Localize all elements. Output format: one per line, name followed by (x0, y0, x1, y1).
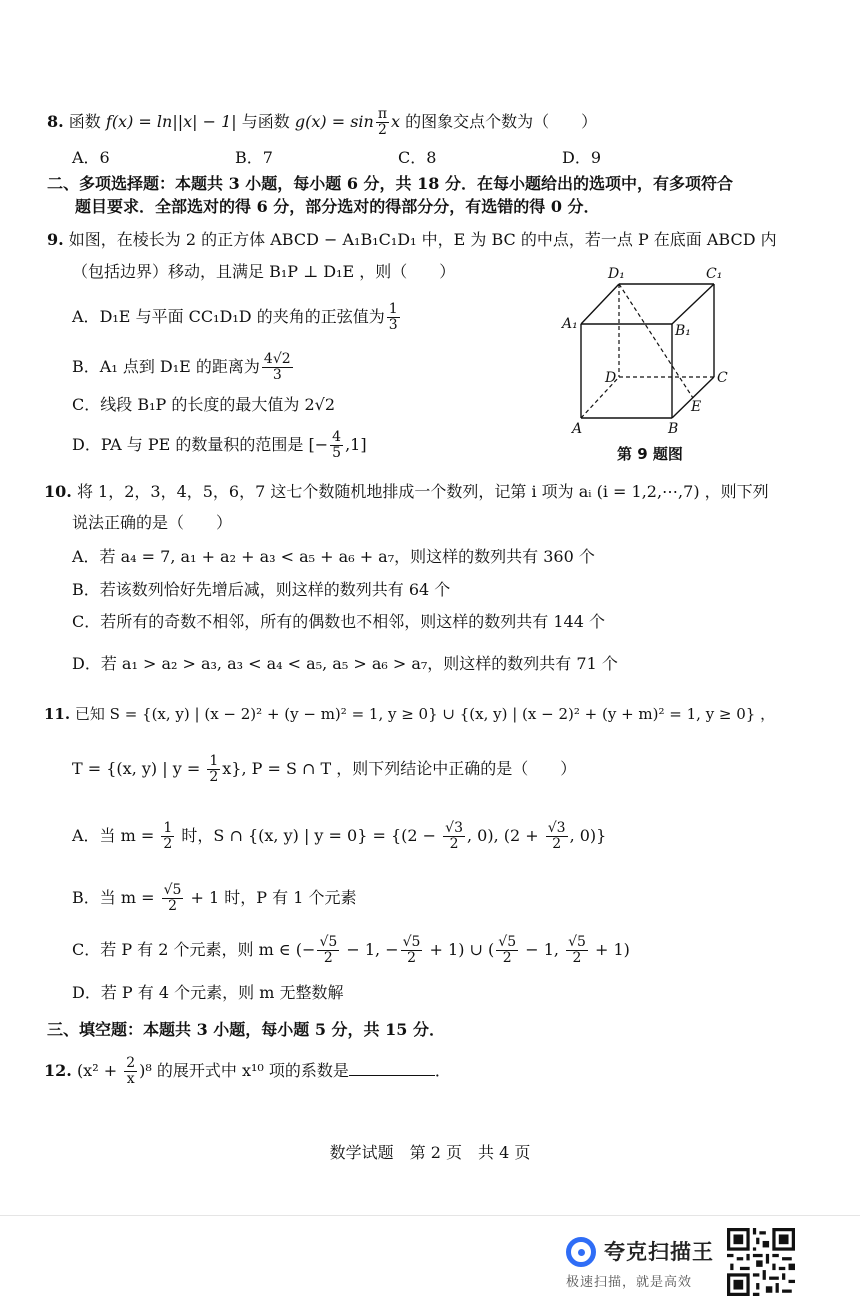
vertex-label: A (572, 421, 583, 437)
question-text: T = {(x, y) | y = $\frac{1}{2}$ x}, P = S ∩ T ，则下列结论中正确的是（ ） (72, 753, 577, 785)
option-d: D．PA 与 PE 的数量积的范围是 [− $\frac{4}{5}$ ,1] (72, 429, 367, 461)
section-heading-2 (47, 172, 787, 218)
math-expression: g(x) = sin (294, 112, 374, 131)
question-text: 如图，在棱长为 2 的正方体 ABCD − A₁B₁C₁D₁ 中，E 为 BC 的中点，若一点 P 在底面 ABCD 内 (68, 230, 777, 249)
question-number: 9. (47, 230, 64, 249)
math-expression: x (391, 112, 401, 131)
section-text: 二、多项选择题：本题共 3 小题，每小题 6 分，共 18 分．在每小题给出的选项中，有多项符合 (47, 174, 733, 193)
figure-caption: 第 9 题图 (617, 445, 683, 463)
fraction: $\frac{2}{x}$ (126, 1055, 136, 1087)
qr-code-icon (727, 1228, 795, 1296)
option-b: B．若该数列恰好先增后减，则这样的数列共有 64 个 (72, 580, 451, 599)
question-number: 8. (47, 112, 64, 131)
answer-blank[interactable] (349, 1061, 435, 1076)
option-c: C．若 P 有 2 个元素，则 m ∈ (− $\frac{√5}{2}$ − 1, − $\frac{√5}{2}$ + 1) ∪ ( $\frac{√5}{2}$ − 1, $\frac{√5}{2}$ + 1) (72, 934, 630, 966)
vertex-label: C (717, 370, 728, 386)
option-c: C．若所有的奇数不相邻，所有的偶数也不相邻，则这样的数列共有 144 个 (72, 612, 605, 631)
fraction: $\frac{\pi}{2}$ (377, 106, 388, 138)
scanner-watermark (566, 1233, 726, 1293)
page-footer: 数学试题 第 2 页 共 4 页 (329, 1143, 531, 1162)
question-text: （包括边界）移动，且满足 B₁P ⊥ D₁E ，则（ ） (72, 262, 456, 281)
option-c: C．8 (398, 148, 437, 167)
question-number: 11. (44, 705, 71, 723)
question-text: 的图象交点个数为（ ） (400, 112, 598, 131)
option-a: A．6 (72, 148, 110, 167)
question-text: 将 1，2，3，4，5，6，7 这七个数随机地排成一个数列，记第 i 项为 aᵢ (i = 1,2,⋯,7) ，则下列 (76, 482, 769, 501)
question-10 (44, 481, 769, 503)
vertex-label: B₁ (675, 323, 691, 339)
question-number: 10. (44, 482, 72, 501)
vertex-label: C₁ (706, 266, 723, 282)
section-text: 题目要求．全部选对的得 6 分，部分选对的得部分分，有选错的得 0 分． (75, 197, 600, 216)
option-d: D．9 (562, 148, 602, 167)
vertex-label: B (668, 421, 679, 437)
question-text: 说法正确的是（ ） (72, 513, 233, 532)
question-number: 12. (44, 1061, 72, 1080)
question-12: 12. (x² + $\frac{2}{x}$ )⁸ 的展开式中 x¹⁰ 项的系数是 ． (44, 1055, 451, 1087)
section-heading-3: 三、填空题：本题共 3 小题，每小题 5 分，共 15 分． (47, 1020, 445, 1039)
option-a: A．若 a₄ = 7, a₁ + a₂ + a₃ < a₅ + a₆ + a₇，则这样的数列共有 360 个 (72, 547, 595, 566)
brand-slogan: 极速扫描，就是高效 (566, 1275, 693, 1290)
question-9 (47, 229, 777, 251)
question-text: 函数 (68, 112, 106, 131)
divider (0, 1215, 860, 1216)
vertex-label: D (605, 370, 617, 386)
brand-name: 夸克扫描王 (604, 1240, 714, 1264)
vertex-label: E (691, 399, 702, 415)
question-text: 已知 S = {(x, y) | (x − 2)² + (y − m)² = 1, y ≥ 0} ∪ {(x, y) | (x − 2)² + (y + m)² = 1, y ≥ 0} ， (74, 705, 776, 723)
option-d: D．若 a₁ > a₂ > a₃, a₃ < a₄ < a₅, a₅ > a₆ > a₇，则这样的数列共有 71 个 (72, 654, 618, 673)
question-text: 与函数 (236, 112, 295, 131)
vertex-label: A₁ (562, 316, 578, 332)
option-a: A．D₁E 与平面 CC₁D₁D 的夹角的正弦值为 $\frac{1}{3}$ (72, 301, 398, 333)
option-d: D．若 P 有 4 个元素，则 m 无整数解 (72, 983, 344, 1002)
option-b: B．当 m = $\frac{√5}{2}$ + 1 时，P 有 1 个元素 (72, 882, 357, 914)
option-c: C．线段 B₁P 的长度的最大值为 2√2 (72, 395, 335, 414)
question-text: )⁸ 的展开式中 x¹⁰ 项的系数是 (139, 1061, 349, 1080)
quark-logo-icon (566, 1237, 596, 1267)
question-11 (44, 703, 775, 725)
option-b: B．7 (235, 148, 273, 167)
option-b: B．A₁ 点到 D₁E 的距离为 $\frac{4√2}{3}$ (72, 351, 291, 383)
vertex-label: D₁ (608, 266, 625, 282)
math-expression: f(x) = ln||x| − 1| (105, 112, 237, 131)
option-a: A．当 m = $\frac{1}{2}$ 时，S ∩ {(x, y) | y = 0} = {(2 − $\frac{√3}{2}$ , 0), (2 + $\frac{√3}{2}$ , 0)} (72, 820, 607, 852)
math-expression: (x² + (76, 1061, 123, 1080)
question-8 (47, 107, 597, 138)
cube-figure (560, 262, 740, 437)
